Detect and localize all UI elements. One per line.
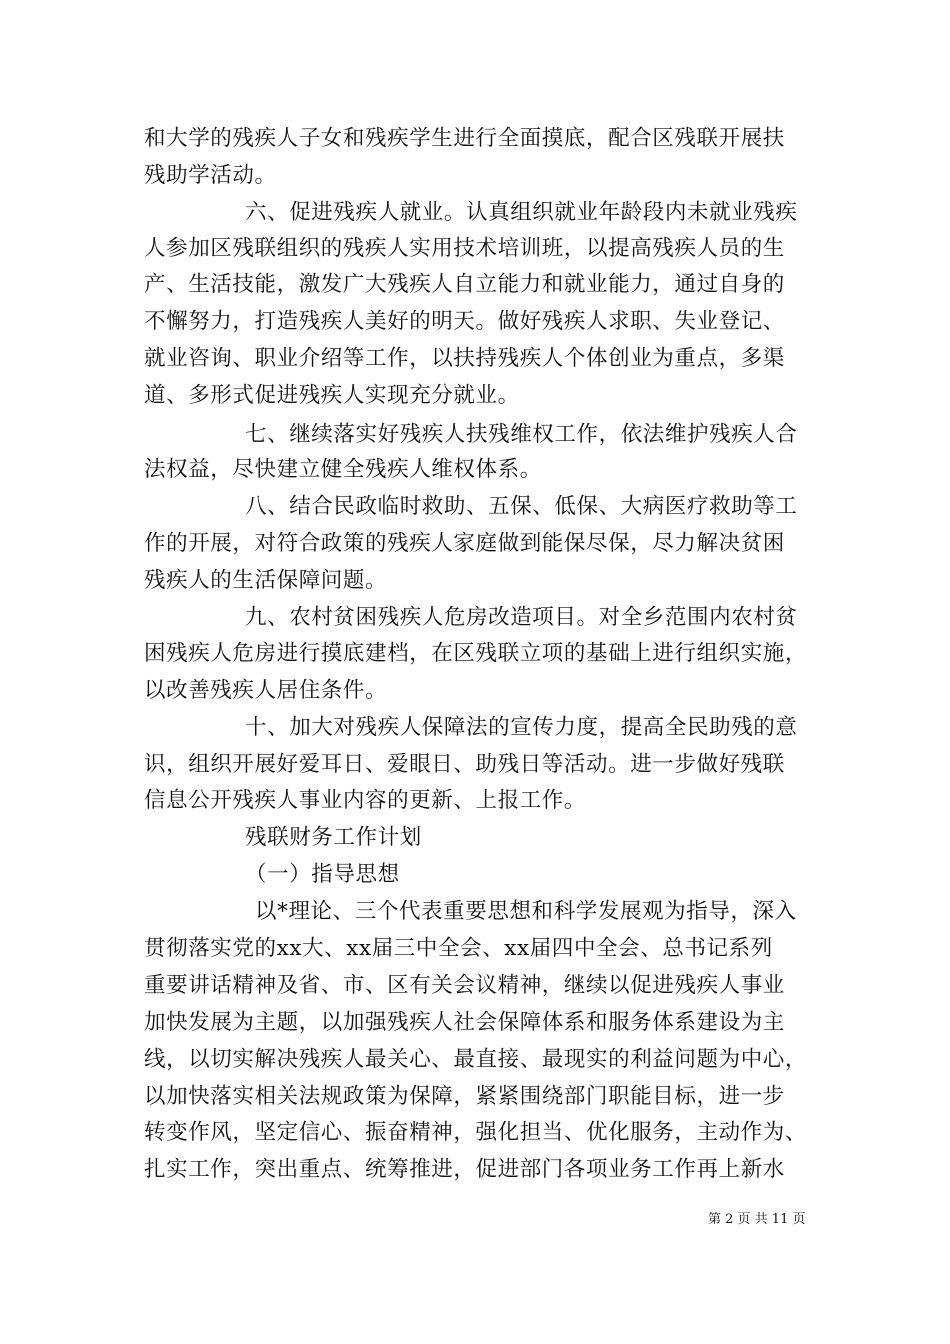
text-line: 困残疾人危房进行摸底建档，在区残联立项的基础上进行组织实施，: [144, 641, 808, 666]
text-line: 作的开展，对符合政策的残疾人家庭做到能保尽保，尽力解决贫困: [144, 531, 785, 556]
text-line: 残疾人的生活保障问题。: [144, 568, 388, 593]
text-line: 六、促进残疾人就业。认真组织就业年龄段内未就业残疾: [245, 200, 798, 225]
text-line: 人参加区残联组织的残疾人实用技术培训班，以提高残疾人员的生: [144, 236, 785, 261]
text-line: 产、生活技能，激发广大残疾人自立能力和就业能力，通过自身的: [144, 272, 785, 297]
text-line: 信息公开残疾人事业内容的更新、上报工作。: [144, 788, 587, 813]
text-line: 扎实工作，突出重点、统筹推进，促进部门各项业务工作再上新水: [144, 1157, 785, 1182]
section-title: 残联财务工作计划: [245, 825, 422, 850]
text-line: 十、加大对残疾人保障法的宣传力度，提高全民助残的意: [245, 715, 798, 740]
text-line: 以改善残疾人居住条件。: [144, 678, 388, 703]
section-heading: （一）指导思想: [245, 862, 400, 887]
text-line: 以*理论、三个代表重要思想和科学发展观为指导，深入: [255, 899, 797, 924]
text-line: 就业咨询、职业介绍等工作，以扶持残疾人个体创业为重点，多渠: [144, 346, 785, 371]
text-line: 重要讲话精神及省、市、区有关会议精神，继续以促进残疾人事业: [144, 973, 785, 998]
text-line: 和大学的残疾人子女和残疾学生进行全面摸底，配合区残联开展扶: [144, 126, 785, 151]
text-line: 九、农村贫困残疾人危房改造项目。对全乡范围内农村贫: [245, 605, 798, 630]
text-line: 识，组织开展好爱耳日、爱眼日、助残日等活动。进一步做好残联: [144, 752, 785, 777]
text-line: 八、结合民政临时救助、五保、低保、大病医疗救助等工: [245, 494, 798, 519]
text-line: 残助学活动。: [144, 163, 277, 188]
text-line: 道、多形式促进残疾人实现充分就业。: [144, 383, 520, 408]
text-line: 贯彻落实党的xx大、xx届三中全会、xx届四中全会、总书记系列: [144, 936, 773, 961]
text-line: 不懈努力，打造残疾人美好的明天。做好残疾人求职、失业登记、: [144, 309, 785, 334]
text-line: 转变作风，坚定信心、振奋精神，强化担当、优化服务，主动作为、: [144, 1120, 808, 1145]
text-line: 线，以切实解决残疾人最关心、最直接、最现实的利益问题为中心，: [144, 1047, 808, 1072]
text-line: 七、继续落实好残疾人扶残维权工作，依法维护残疾人合: [245, 422, 798, 447]
page-number-footer: 第 2 页 共 11 页: [708, 1212, 806, 1227]
text-line: 法权益，尽快建立健全残疾人维权体系。: [144, 457, 542, 482]
text-line: 加快发展为主题，以加强残疾人社会保障体系和服务体系建设为主: [144, 1010, 785, 1035]
text-line: 以加快落实相关法规政策为保障，紧紧围绕部门职能目标，进一步: [144, 1084, 785, 1109]
